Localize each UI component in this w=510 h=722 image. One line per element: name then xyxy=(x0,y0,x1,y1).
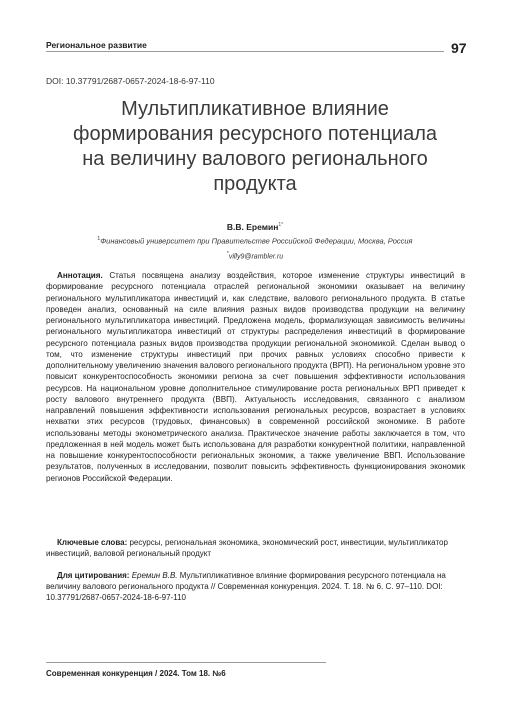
keywords xyxy=(46,537,465,559)
affiliation-text: Финансовый университет при Правительстве Российской Федерации, Москва, Россия xyxy=(100,236,413,246)
footer-divider xyxy=(46,662,326,663)
keywords-text: ресурсы, региональная экономика, экономический рост, инвестиции, мультипликатор инвестиций, валовой региональный продукт xyxy=(46,538,448,558)
keywords-label: Ключевые слова: xyxy=(57,538,128,547)
author-affiliation-mark: 1* xyxy=(278,222,284,229)
title-line: на величину валового регионального xyxy=(82,148,428,170)
email-mark: * xyxy=(226,251,229,257)
title-line: Мультипликативное влияние xyxy=(121,98,389,120)
email-line xyxy=(0,251,510,260)
title-line: продукта xyxy=(213,173,297,195)
citation-text: Мультипликативное влияние формирования ресурсного потенциала на величину валового регионального продукта // Современная конкуренция. 2024. Т. 18. № 6. С. 97–110. DOI: 10.37791/2687-0657-2024-18-6-97-110 xyxy=(46,571,446,602)
author-name: В.В. Еремин xyxy=(226,222,279,232)
article-title xyxy=(46,97,464,197)
abstract-label: Аннотация. xyxy=(57,271,103,280)
affiliation-line xyxy=(0,236,510,246)
page-number: 97 xyxy=(451,40,467,56)
citation-label: Для цитирования: xyxy=(57,571,130,580)
running-header-section: Региональное развитие xyxy=(46,40,147,50)
author-email: villy9@rambler.ru xyxy=(228,253,284,261)
doi-line: DOI: 10.37791/2687-0657-2024-18-6-97-110 xyxy=(46,76,215,86)
author-line xyxy=(0,222,510,232)
citation-author: Еремин В.В. xyxy=(131,571,178,580)
abstract xyxy=(46,270,465,484)
affiliation-mark: 1 xyxy=(97,236,101,242)
header-divider xyxy=(46,51,444,52)
journal-footer: Современная конкуренция / 2024. Том 18. №6 xyxy=(46,669,226,678)
title-line: формирования ресурсного потенциала xyxy=(72,123,437,145)
abstract-text: Статья посвящена анализу воздействия, которое изменение структуры инвестиций в формирование ресурсного потенциала отраслей региональной экономики оказывает на величину регионального мультипликатора инвестиций и, как следствие, валового регионального продукта. В статье проведен анализ, основанный на силе влияния разных видов производства продукции на величину регионального мультипликатора инвестиций. Предложена модель, формализующая зависимость величины регионального мультипликатора инвестиций от структуры распределения инвестиций в формирование ресурсного потенциала разных видов производства продукции региональной экономикой. Сделан вывод о том, что изменение структуры инвестиций при прочих равных условиях способно привести к дополнительному увеличению значения валового регионального продукта (ВРП). На региональном уровне это повысит конкурентоспособность экономики региона за счет повышения эффективности использования ресурсов. На национальном уровне дополнительное стимулирование роста региональных ВРП приведет к росту валового внутреннего продукта (ВВП). Актуальность исследования, связанного с анализом направлений повышения эффективности использования региональных ресурсов, возрастает в условиях нехватки этих ресурсов (трудовых, финансовых) в современной российской экономике. В работе использованы методы эконометрического анализа. Практическое значение работы заключается в том, что предложенная в ней модель может быть использована для разработки конкурентной политики, направленной на повышение конкурентоспособности региональных экономик, а также увеличение ВВП. Использование результатов, полученных в исследовании, позволит повысить эффективность функционирования экономик регионов Российской Федерации. xyxy=(46,271,465,483)
citation xyxy=(46,570,465,603)
